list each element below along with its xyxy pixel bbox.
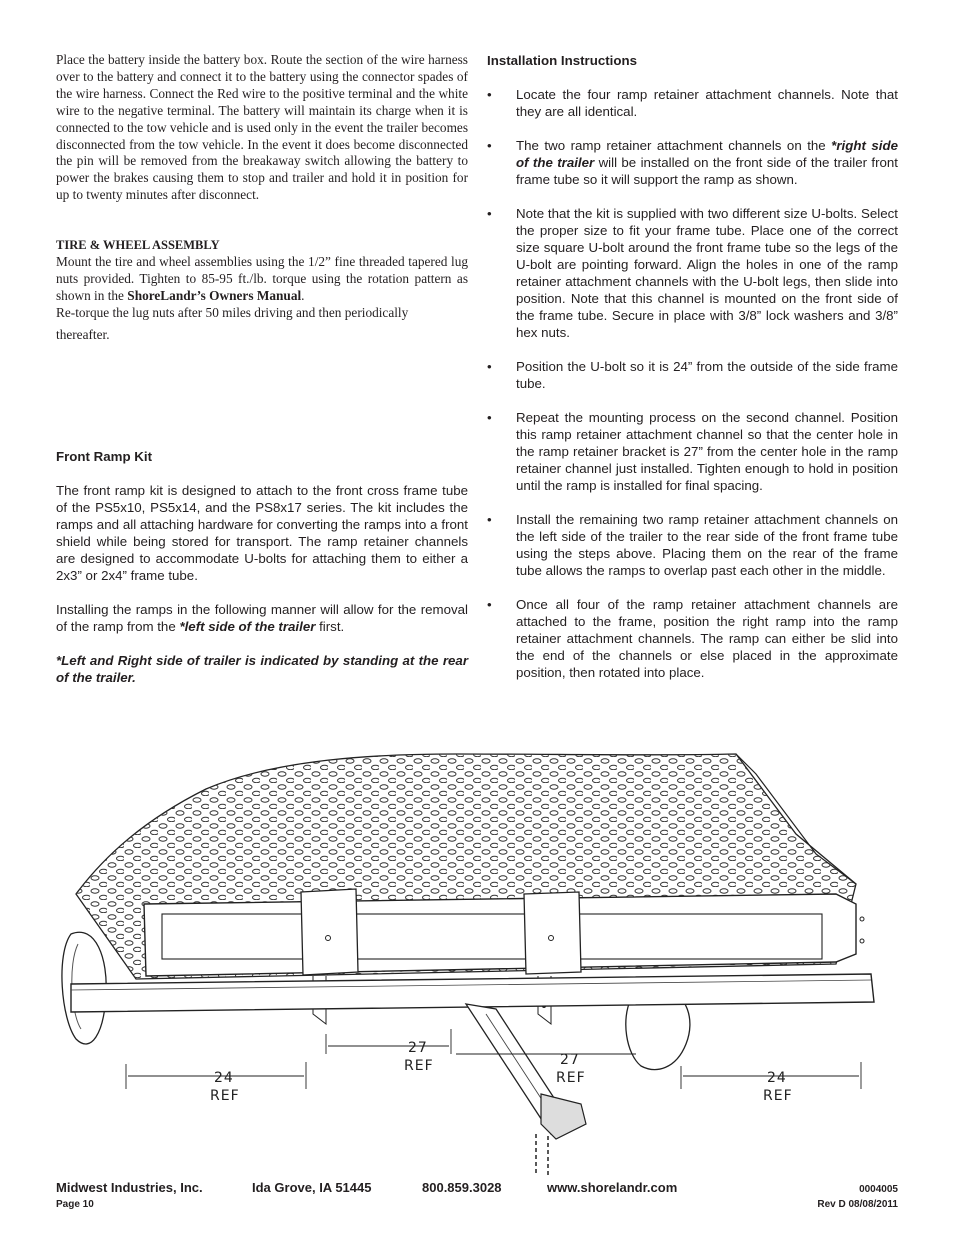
bullet-icon: • (487, 138, 492, 153)
retorque-line: Re-torque the lug nuts after 50 miles driving and then periodically (56, 304, 409, 320)
list-item (487, 137, 898, 188)
list-item (487, 596, 898, 681)
step-text: Once all four of the ramp retainer attachment channels are attached to the frame, position the right ramp into the ramp retainer attachment channels. The ramp can either be slid into the end of the channels or else placed in the approximate position, then rotated into place. (516, 597, 898, 680)
right-column (487, 52, 898, 681)
dim-left-ref: REF (210, 1088, 240, 1104)
retorque-line-2: thereafter. (56, 326, 110, 342)
install-order-paragraph (56, 601, 468, 635)
tire-text-1: Mount the tire and wheel assemblies using the 1/2” fine threaded tapered lug nuts provided. Tighten to 85-95 ft./lb. torque using the rotation pattern as shown in the (56, 254, 468, 303)
footer-company: Midwest Industries, Inc. (56, 1180, 203, 1195)
bullet-icon: • (487, 87, 492, 102)
step-text: Repeat the mounting process on the second channel. Position this ramp retainer attachment channel so that the center hole in the ramp retainer bracket is 27” from the center hole in the ramp retainer channel just installed. Tighten enough to hold in position until the ramp is installed for final spacing. (516, 410, 898, 493)
list-item (487, 205, 898, 341)
owners-manual-ref: ShoreLandr’s Owners Manual (127, 287, 302, 303)
list-item (487, 511, 898, 579)
tire-wheel-paragraph (56, 254, 468, 305)
footer-page-number: Page 10 (56, 1199, 94, 1210)
dim-left-value: 24 (214, 1070, 234, 1086)
front-ramp-shield (144, 894, 864, 976)
step-text: Install the remaining two ramp retainer attachment channels on the left side of the trailer to the rear side of the front frame tube using the steps above. Placing them on the rear of the frame tube allows the ramps to overlap past each other in the middle. (516, 512, 898, 578)
bullet-icon: • (487, 597, 492, 612)
tire-wheel-heading: TIRE & WHEEL ASSEMBLY (56, 238, 220, 253)
installation-heading: Installation Instructions (487, 53, 637, 68)
footer-doc-number: 0004005 (859, 1184, 898, 1195)
bullet-icon: • (487, 359, 492, 374)
tire-text-2: . (301, 287, 305, 303)
footer-phone: 800.859.3028 (422, 1180, 502, 1195)
right-side-emphasis: *right side of the trailer (516, 138, 898, 170)
dim-mid2-value: 27 (560, 1052, 580, 1068)
front-ramp-kit-paragraph: The front ramp kit is designed to attach to the front cross frame tube of the PS5x10, PS5x14, and the PS8x17 series. The kit includes the ramps and all attaching hardware for converting the ramps into a front shield while being stored for transport. The ramp retainer channels are designed to accommodate U-bolts for attaching them to either a 2x3” or 2x4” frame tube. (56, 482, 468, 583)
bullet-icon: • (487, 206, 492, 221)
step-text: Note that the kit is supplied with two different size U-bolts. Select the proper size to fit your frame tube. Place one of the correct size square U-bolt around the front frame tube so the legs of the U-bolt are pointing forward. Align the holes in one of the ramp retainer attachment channels with the U-bolt legs, then slide into position. Note that this channel is mounted on the front side of the frame tube. Secure in place with 3/8” lock washers and 3/8” hex nuts. (516, 206, 898, 340)
list-item (487, 409, 898, 494)
dim-right-ref: REF (763, 1088, 793, 1104)
dim-mid1-ref: REF (404, 1058, 434, 1074)
list-item (487, 86, 898, 120)
step-text: Locate the four ramp retainer attachment channels. Note that they are all identical. (516, 87, 898, 119)
dim-right-value: 24 (767, 1070, 787, 1086)
footer-website: www.shorelandr.com (547, 1180, 678, 1195)
dim-mid2-ref: REF (556, 1070, 586, 1086)
dim-mid1-value: 27 (408, 1040, 428, 1056)
installation-steps (487, 86, 898, 681)
side-note: *Left and Right side of trailer is indicated by standing at the rear of the trailer. (56, 652, 468, 685)
footer-city: Ida Grove, IA 51445 (252, 1180, 372, 1195)
list-item (487, 358, 898, 392)
front-ramp-kit-heading: Front Ramp Kit (56, 448, 153, 464)
left-side-emphasis: *left side of the trailer (179, 618, 316, 634)
left-column (56, 52, 468, 686)
battery-paragraph: Place the battery inside the battery box. Route the section of the wire harness over to the battery and connect it to the battery using the connector spades of the wire harness. Connect the Red wire to the positive terminal and the white wire to the negative terminal. The battery will maintain its charge when it is connected to the tow vehicle and is used only in the event the trailer becomes disconnected from the tow vehicle. In the event it does become disconnected the pin will be removed from the breakaway switch allowing the battery to power the brakes causing them to stop and trailer and hold it in position for up to twenty minutes after disconnect. (56, 52, 468, 203)
install-text-1: Installing the ramps in the following manner will allow for the removal of the ramp from the (56, 601, 468, 634)
bullet-icon: • (487, 512, 492, 527)
front-ramp-diagram (56, 744, 900, 1184)
bullet-icon: • (487, 410, 492, 425)
step-text: The two ramp retainer attachment channels on the (516, 138, 832, 153)
install-text-2: first. (315, 618, 345, 634)
step-text: Position the U-bolt so it is 24” from the outside of the side frame tube. (516, 359, 898, 391)
safety-chain (536, 1134, 548, 1176)
step-text: will be installed on the front side of the trailer front frame tube so it will support the ramp as shown. (516, 155, 899, 187)
footer-revision: Rev D 08/08/2011 (817, 1199, 898, 1210)
